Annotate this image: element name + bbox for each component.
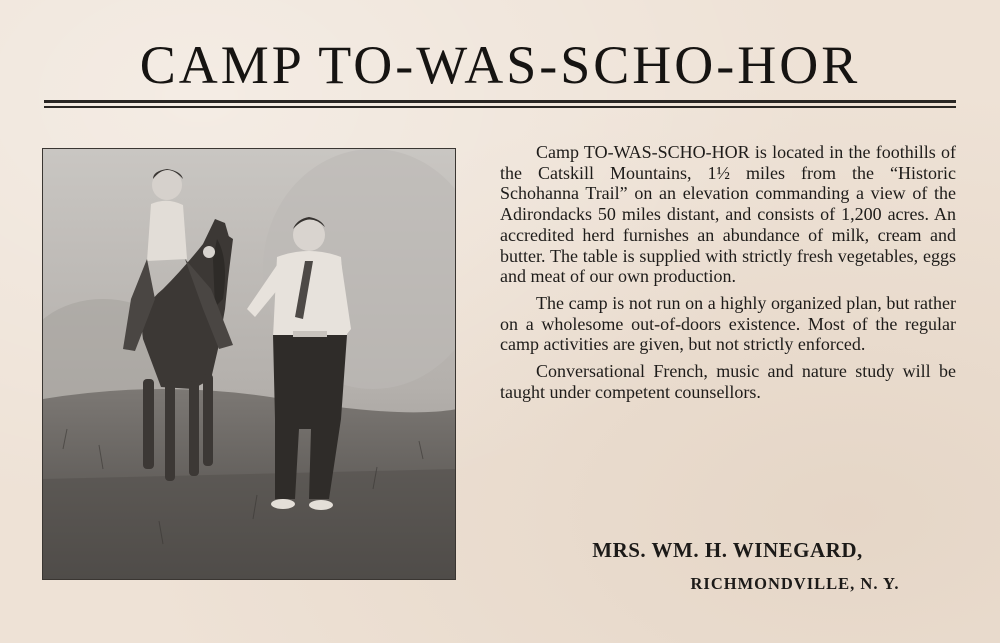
photograph [42, 148, 456, 580]
paragraph-activities: Conversational French, music and nature study will be taught under competent counsellors. [500, 361, 956, 402]
camp-title: CAMP TO-WAS-SCHO-HOR [139, 35, 861, 95]
paragraph-camp-style: The camp is not run on a highly organized plan, but rather on a wholesome out-of-doors existence. Most of the regular camp activities are given, but not strictly enforced. [500, 292, 956, 355]
title-rule-top [44, 100, 956, 103]
signature-name: MRS. WM. H. WINEGARD, [592, 538, 863, 562]
title-rule-bottom [44, 106, 956, 108]
description-text [500, 142, 956, 408]
paragraph-location: Camp TO-WAS-SCHO-HOR is located in the foothills of the Catskill Mountains, 1½ miles from the “Historic Schohanna Trail” on an elevation commanding a view of the Adirondacks 50 miles distant, and consists of 1,200 acres. An accredited herd furnishes an abundance of milk, cream and butter. The table is supplied with strictly fresh vegetables, eggs and meat of our own production. [500, 142, 956, 287]
signature-location: RICHMONDVILLE, N. Y. [690, 574, 900, 593]
photo-horse-riders [43, 149, 456, 580]
